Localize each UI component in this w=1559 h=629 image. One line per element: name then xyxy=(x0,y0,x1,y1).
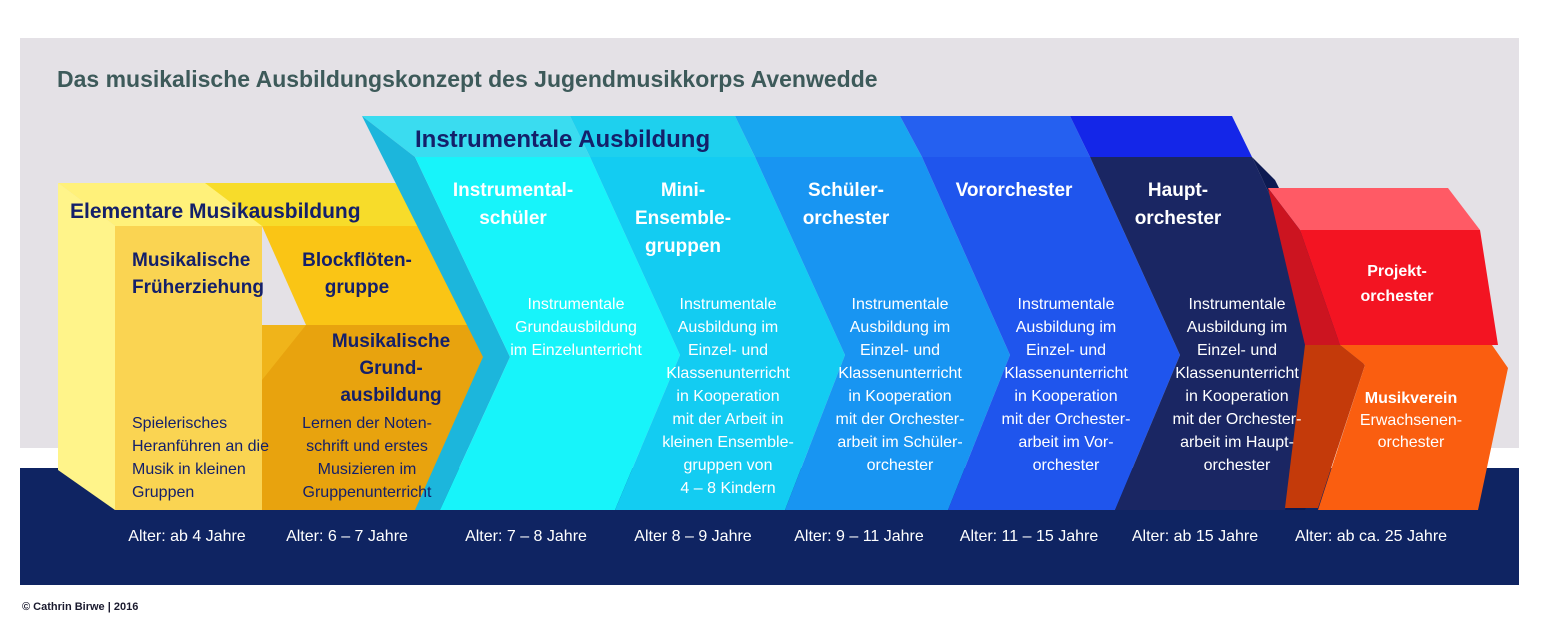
stage4-desc-line: Instrumentale xyxy=(1017,296,1115,313)
age-label: Alter 8 – 9 Jahre xyxy=(634,528,752,545)
stage5-desc-line: Ausbildung im xyxy=(1186,319,1288,336)
grund-desc-line: Musizieren im xyxy=(317,461,417,478)
verein-desc-line: Erwachsenen- xyxy=(1359,412,1463,429)
grund-desc-line: Lernen der Noten- xyxy=(302,415,432,432)
stage2-title-line: gruppen xyxy=(645,236,721,257)
stage3-desc-line: mit der Orchester- xyxy=(835,411,965,428)
grund-desc-line: schrift und erstes xyxy=(306,438,428,455)
stage3-desc-line: Klassenunterricht xyxy=(838,365,962,382)
age-label: Alter: ab ca. 25 Jahre xyxy=(1294,528,1448,545)
age-label: Alter: 6 – 7 Jahre xyxy=(286,528,408,545)
stage5-desc-line: in Kooperation xyxy=(1185,388,1289,405)
block-title-line: gruppe xyxy=(324,277,390,298)
stage5-desc-line: orchester xyxy=(1203,457,1271,474)
stage4-desc-line: Klassenunterricht xyxy=(1004,365,1128,382)
stage5-title-line: Haupt- xyxy=(1147,180,1209,201)
stage4-desc-line: arbeit im Vor- xyxy=(1018,434,1114,451)
projekt-title-line: orchester xyxy=(1360,288,1434,305)
stage4-desc-line: Einzel- und xyxy=(1025,342,1107,359)
elementary-heading: Elementare Musikausbildung xyxy=(70,200,361,223)
frueh-desc-line: Gruppen xyxy=(132,484,195,501)
frueh-desc-line: Spielerisches xyxy=(132,415,228,432)
stage2-desc-line: gruppen von xyxy=(683,457,773,474)
stage2-title-line: Ensemble- xyxy=(634,208,732,229)
stage2-desc-line: Ausbildung im xyxy=(677,319,779,336)
stage1-desc xyxy=(510,296,642,359)
stage3-desc-line: arbeit im Schüler- xyxy=(837,434,963,451)
stage5-title-line: orchester xyxy=(1134,208,1222,229)
grund-title-line: ausbildung xyxy=(340,385,442,406)
stage4-title-line: Vororchester xyxy=(955,180,1073,201)
age-label: Alter: 7 – 8 Jahre xyxy=(465,528,587,545)
stage5-desc-line: arbeit im Haupt- xyxy=(1180,434,1294,451)
page-title: Das musikalische Ausbildungskonzept des Jugendmusikkorps Avenwedde xyxy=(57,66,878,92)
elementary-left-face xyxy=(58,183,115,510)
stage3-desc-line: Ausbildung im xyxy=(849,319,951,336)
stage4-desc-line: in Kooperation xyxy=(1014,388,1118,405)
stage2-desc-line: mit der Arbeit in xyxy=(672,411,784,428)
stage1-desc-line: Grundausbildung xyxy=(515,319,637,336)
frueh-title-line: Früherziehung xyxy=(132,277,264,298)
stage4-desc-line: orchester xyxy=(1032,457,1100,474)
stage4-title xyxy=(956,180,1073,201)
stage4-desc-line: mit der Orchester- xyxy=(1001,411,1131,428)
stage2-desc-line: kleinen Ensemble- xyxy=(662,434,794,451)
copyright-note: © Cathrin Birwe | 2016 xyxy=(22,601,139,613)
frueh-title-line: Musikalische xyxy=(132,250,251,271)
stage2-desc-line: Klassenunterricht xyxy=(666,365,790,382)
instrumental-heading: Instrumentale Ausbildung xyxy=(415,126,711,153)
stage3-desc-line: in Kooperation xyxy=(848,388,952,405)
grund-title-line: Musikalische xyxy=(331,331,451,352)
frueh-desc-line: Heranführen an die xyxy=(132,438,269,455)
stage1-title-line: schüler xyxy=(479,208,547,229)
stage4-desc-line: Ausbildung im xyxy=(1015,319,1117,336)
stage2-desc-line: Einzel- und xyxy=(687,342,769,359)
stage5-desc-line: Instrumentale xyxy=(1188,296,1286,313)
stage2-title-line: Mini- xyxy=(660,180,706,201)
verein-desc-line: orchester xyxy=(1377,434,1445,451)
stage2-desc-line: in Kooperation xyxy=(676,388,780,405)
verein-title xyxy=(1365,390,1457,407)
stage1-title-line: Instrumental- xyxy=(452,180,574,201)
verein-title-line: Musikverein xyxy=(1364,390,1458,407)
stage2-desc-line: 4 – 8 Kindern xyxy=(680,480,776,497)
frueh-desc-line: Musik in kleinen xyxy=(132,461,246,478)
stage5-top xyxy=(1070,116,1252,157)
stage2-desc-line: Instrumentale xyxy=(679,296,777,313)
projekt-title-line: Projekt- xyxy=(1367,263,1427,280)
stage3-desc-line: Einzel- und xyxy=(859,342,941,359)
stage3-top xyxy=(735,116,922,157)
stage1-desc-line: Instrumentale xyxy=(527,296,625,313)
stage5-desc-line: Klassenunterricht xyxy=(1175,365,1299,382)
grund-title-line: Grund- xyxy=(359,358,423,379)
stage4-top xyxy=(900,116,1090,157)
projekt-top xyxy=(1268,188,1480,230)
age-label: Alter: 9 – 11 Jahre xyxy=(794,528,924,545)
stage1-desc-line: im Einzelunterricht xyxy=(510,342,642,359)
grund-desc-line: Gruppenunterricht xyxy=(302,484,432,501)
age-label: Alter: 11 – 15 Jahre xyxy=(959,528,1099,545)
stage3-desc-line: Instrumentale xyxy=(851,296,949,313)
age-label: Alter: ab 4 Jahre xyxy=(128,528,246,545)
age-label: Alter: ab 15 Jahre xyxy=(1131,528,1259,545)
stage5-desc-line: mit der Orchester- xyxy=(1172,411,1302,428)
stage3-title-line: orchester xyxy=(802,208,890,229)
stage5-desc-line: Einzel- und xyxy=(1196,342,1278,359)
block-title-line: Blockflöten- xyxy=(302,250,412,271)
stage3-desc-line: orchester xyxy=(866,457,934,474)
stage3-title-line: Schüler- xyxy=(807,180,885,201)
